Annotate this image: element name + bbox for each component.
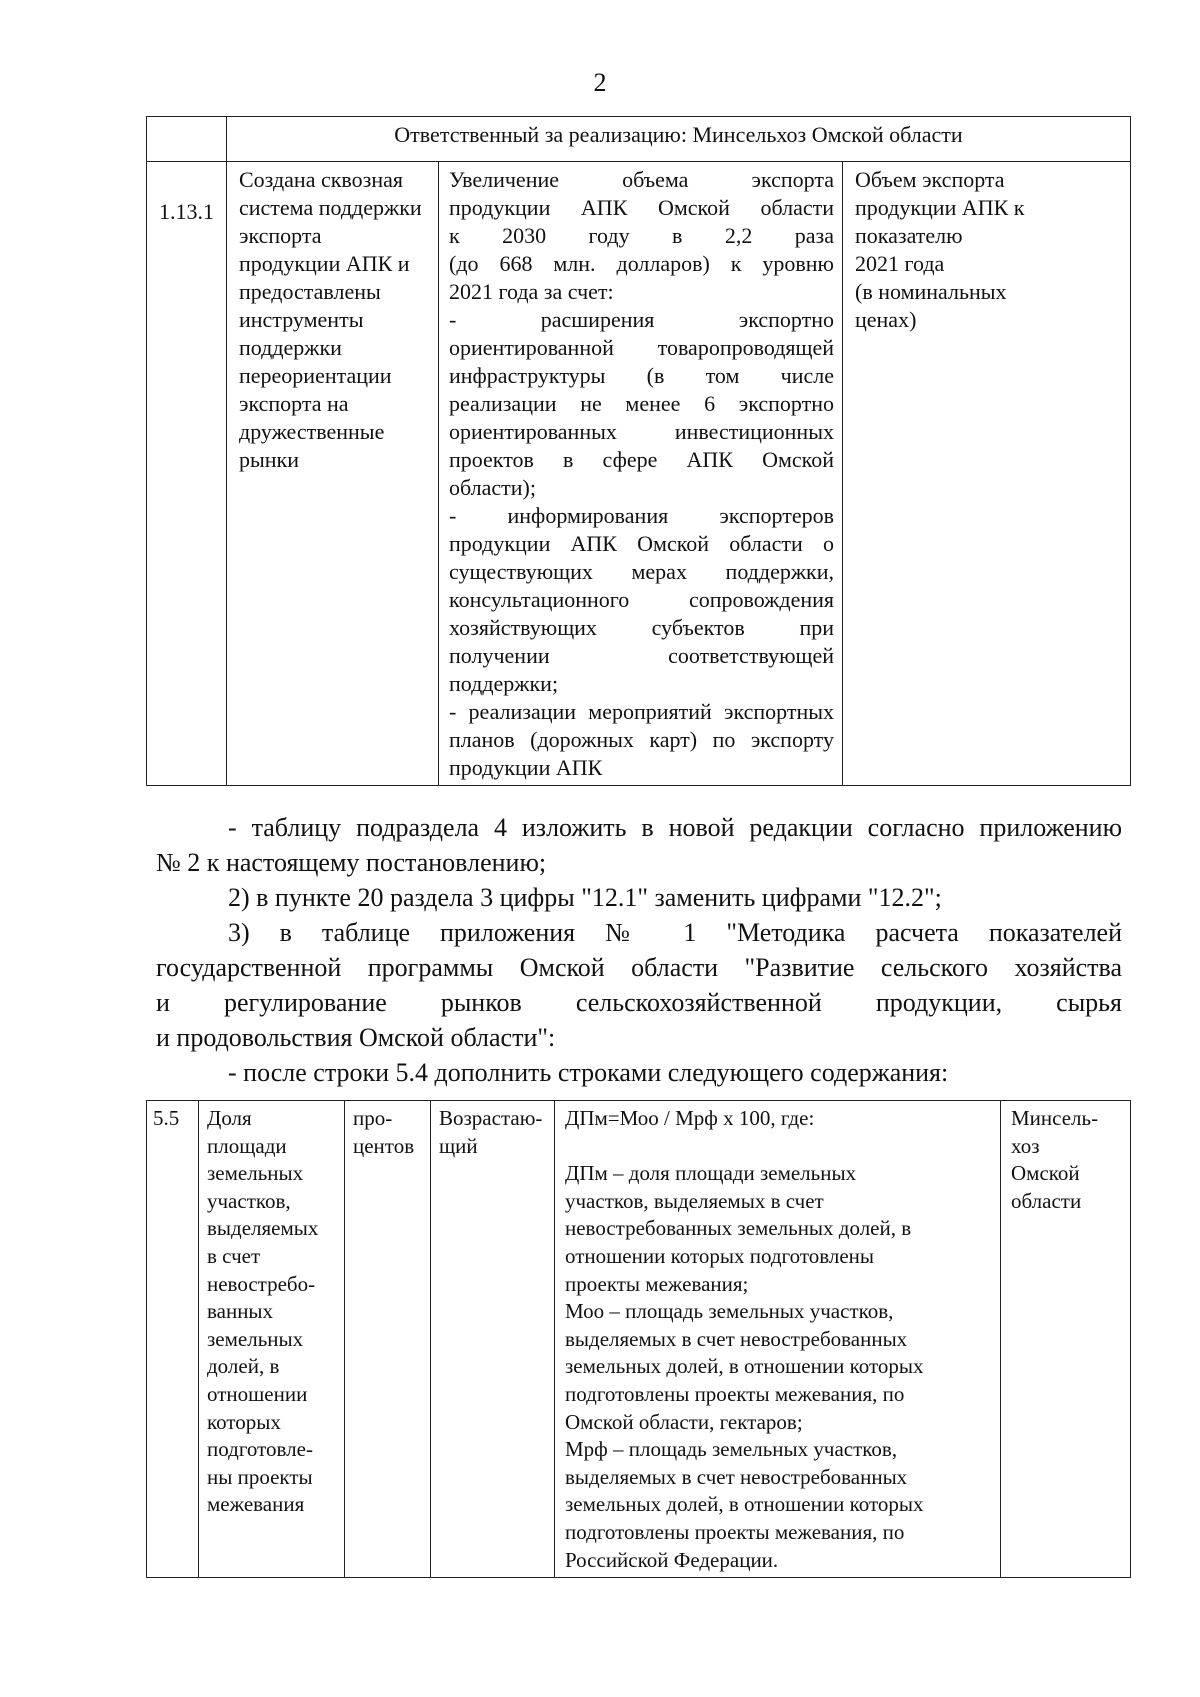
table-row: [147, 162, 1131, 786]
description-line: 2021 года за счет:: [449, 279, 614, 304]
description-line: поддержки;: [449, 671, 559, 696]
formula-line: невостребованных земельных долей, в: [565, 1216, 912, 1241]
paragraph-line: - таблицу подраздела 4 изложить в новой редакции согласно приложению: [228, 813, 1122, 842]
paragraph-line: 3) в таблице приложения № 1 "Методика расчета показателей: [228, 918, 1122, 947]
type-line: щий: [439, 1133, 478, 1158]
description-line: продукции АПК: [449, 755, 603, 780]
formula-line: проекты межевания;: [565, 1271, 749, 1296]
indicator-name-line: участков,: [207, 1188, 291, 1213]
description-line: Увеличение объема экспорта: [449, 167, 834, 192]
formula-cell: [555, 1101, 1001, 1578]
responsible-line: области: [1011, 1188, 1082, 1213]
description-line: - расширения экспортно: [449, 307, 834, 332]
description-line: планов (дорожных карт) по экспорту: [449, 727, 834, 752]
description-cell: [439, 162, 843, 786]
indicator-line: продукции АПК к: [855, 195, 1025, 220]
formula-line: ДПм – доля площади земельных: [565, 1161, 857, 1186]
indicator-name-line: земельных: [207, 1161, 304, 1186]
paragraph-line: государственной программы Омской области "Развитие сельского хозяйства: [156, 953, 1122, 982]
paragraph-line: и регулирование рынков сельскохозяйственной продукции, сырья: [156, 988, 1122, 1017]
description-line: продукции АПК Омской области: [449, 195, 834, 220]
page-number: 2: [593, 68, 607, 97]
result-line: поддержки: [239, 335, 342, 360]
description-line: получении соответствующей: [449, 643, 834, 668]
description-line: продукции АПК Омской области о: [449, 531, 834, 556]
unit-line: центов: [353, 1133, 415, 1158]
formula-line: отношении которых подготовлены: [565, 1243, 875, 1268]
responsible-line: хоз: [1011, 1133, 1040, 1158]
responsible-cell: [1001, 1101, 1131, 1578]
row-number-cell: 1.13.1: [147, 162, 227, 786]
paragraph-line: № 2 к настоящему постановлению;: [156, 848, 547, 877]
responsible-line: Омской: [1011, 1161, 1080, 1186]
indicator-name-line: в счет: [207, 1243, 261, 1268]
description-line: - информирования экспортеров: [449, 503, 834, 528]
results-table: [146, 116, 1131, 786]
result-line: экспорта на: [239, 391, 349, 416]
paragraph-line: - после строки 5.4 дополнить строками следующего содержания:: [228, 1058, 949, 1087]
formula-line: земельных долей, в отношении которых: [565, 1492, 924, 1517]
description-line: ориентированной товаропроводящей: [449, 335, 834, 360]
responsible-header: Ответственный за реализацию: Минсельхоз Омской области: [227, 117, 1131, 162]
formula-line: земельных долей, в отношении которых: [565, 1354, 924, 1379]
description-line: к 2030 году в 2,2 раза: [449, 223, 834, 248]
paragraph-3: [156, 915, 1122, 1055]
indicator-line: (в номинальных: [855, 279, 1007, 304]
paragraph-2: [156, 880, 1122, 915]
result-line: экспорта: [239, 223, 322, 248]
result-cell: [227, 162, 439, 786]
formula-line: подготовлены проекты межевания, по: [565, 1381, 905, 1406]
result-line: инструменты: [239, 307, 364, 332]
indicator-name-line: подготовле-: [207, 1437, 313, 1462]
description-line: инфраструктуры (в том числе: [449, 363, 834, 388]
formula-title: ДПм=Моо / Мрф х 100, где:: [565, 1106, 815, 1130]
description-lines: [449, 166, 834, 782]
formula-line: Российской Федерации.: [565, 1547, 779, 1572]
description-line: проектов в сфере АПК Омской: [449, 447, 834, 472]
result-line: рынки: [239, 447, 300, 472]
indicator-line: Объем экспорта: [855, 167, 1005, 192]
indicator-line: ценах): [855, 307, 917, 332]
description-line: консультационного сопровождения: [449, 587, 834, 612]
description-line: существующих мерах поддержки,: [449, 559, 834, 584]
paragraph-line: 2) в пункте 20 раздела 3 цифры "12.1" заменить цифрами "12.2";: [228, 883, 942, 912]
indicator-name-lines: [207, 1105, 344, 1519]
methodology-table: [146, 1100, 1131, 1578]
indicator-cell: [843, 162, 1131, 786]
responsible-line: Минсель-: [1011, 1106, 1099, 1130]
empty-header-cell: [147, 117, 227, 162]
result-line: дружественные: [239, 419, 385, 444]
description-line: области);: [449, 475, 536, 500]
indicator-type-cell: [431, 1101, 555, 1578]
responsible-lines: [1011, 1105, 1130, 1215]
indicator-name-line: земельных: [207, 1326, 304, 1351]
unit-cell: [345, 1101, 431, 1578]
result-line: продукции АПК и: [239, 251, 410, 276]
formula-lines: [565, 1160, 996, 1574]
indicator-name-line: ванных: [207, 1299, 274, 1324]
formula-line: подготовлены проекты межевания, по: [565, 1519, 905, 1544]
formula-line: Моо – площадь земельных участков,: [565, 1299, 894, 1324]
spacer: [565, 1133, 996, 1161]
type-line: Возрастаю-: [439, 1106, 543, 1130]
indicator-name-line: отношении: [207, 1381, 308, 1406]
paragraph-4: [156, 1055, 1122, 1090]
paragraph-line: и продовольствия Омской области":: [156, 1023, 556, 1052]
indicator-name-line: межевания: [207, 1492, 305, 1517]
result-line: система поддержки: [239, 195, 422, 220]
indicator-name-line: долей, в: [207, 1354, 280, 1379]
formula-line: Мрф – площадь земельных участков,: [565, 1437, 898, 1462]
indicator-lines: [855, 166, 1126, 334]
description-line: (до 668 млн. долларов) к уровню: [449, 251, 834, 276]
indicator-name-line: невостребо-: [207, 1271, 316, 1296]
description-line: ориентированных инвестиционных: [449, 419, 834, 444]
indicator-number-cell: 5.5: [147, 1101, 199, 1578]
body-text: [156, 810, 1122, 1090]
description-line: хозяйствующих субъектов при: [449, 615, 834, 640]
table-header-row: [147, 117, 1131, 162]
indicator-line: 2021 года: [855, 251, 945, 276]
indicator-name-line: выделяемых: [207, 1216, 319, 1241]
unit-lines: [353, 1105, 430, 1160]
indicator-name-cell: [199, 1101, 345, 1578]
type-lines: [439, 1105, 554, 1160]
paragraph-1: [156, 810, 1122, 880]
indicator-name-line: ны проекты: [207, 1464, 313, 1489]
unit-line: про-: [353, 1106, 393, 1130]
description-line: реализации не менее 6 экспортно: [449, 391, 834, 416]
indicator-name-line: площади: [207, 1133, 287, 1158]
formula-line: выделяемых в счет невостребованных: [565, 1326, 908, 1351]
table-row: [147, 1101, 1131, 1578]
indicator-line: показателю: [855, 223, 963, 248]
indicator-name-line: которых: [207, 1409, 281, 1434]
result-line: предоставлены: [239, 279, 381, 304]
indicator-name-line: Доля: [207, 1106, 252, 1130]
description-line: - реализации мероприятий экспортных: [449, 699, 834, 724]
formula-line: выделяемых в счет невостребованных: [565, 1464, 908, 1489]
result-line: Создана сквозная: [239, 167, 404, 192]
formula-line: Омской области, гектаров;: [565, 1409, 803, 1434]
formula-line: участков, выделяемых в счет: [565, 1188, 824, 1213]
result-line: переориентации: [239, 363, 392, 388]
result-lines: [239, 166, 434, 474]
